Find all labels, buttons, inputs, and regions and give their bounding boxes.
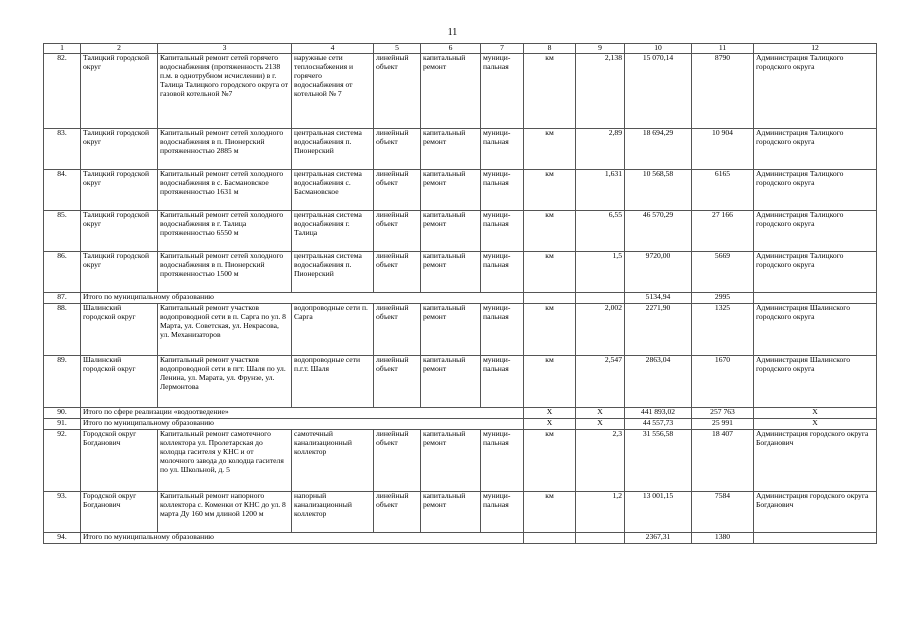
object-type-cell: линейный объект	[374, 252, 421, 293]
row-number-cell: 88.	[44, 304, 81, 356]
responsible-org-cell: Администрация городского округа Богданович	[754, 492, 877, 533]
object-type-cell: линейный объект	[374, 211, 421, 252]
row-number-cell: 89.	[44, 356, 81, 408]
unit-cell: км	[524, 211, 576, 252]
cost-cell: 44 557,73	[625, 419, 692, 430]
funding-cell: 6165	[692, 170, 754, 211]
cost-cell: 2271,90	[625, 304, 692, 356]
row-number-cell: 93.	[44, 492, 81, 533]
responsible-org-cell: Администрация Талицкого городского округа	[754, 211, 877, 252]
row-number-cell: 92.	[44, 430, 81, 492]
column-number-row	[44, 44, 877, 54]
object-cell: центральная система водоснабжения с. Басмановское	[292, 170, 374, 211]
cost-cell: 31 556,58	[625, 430, 692, 492]
work-type-cell: капитальный ремонт	[421, 430, 481, 492]
total-x-cell	[576, 533, 625, 544]
table-row	[44, 430, 877, 492]
row-number-cell: 90.	[44, 408, 81, 419]
municipality-cell: Талицкий городской округ	[81, 211, 158, 252]
funding-cell: 1380	[692, 533, 754, 544]
project-name-cell: Капитальный ремонт сетей холодного водоснабжения в п. Пионерский протяженностью 1500 м	[158, 252, 292, 293]
row-number-cell: 85.	[44, 211, 81, 252]
work-type-cell: капитальный ремонт	[421, 304, 481, 356]
unit-cell: км	[524, 252, 576, 293]
unit-cell: км	[524, 304, 576, 356]
responsible-org-cell: Администрация Талицкого городского округа	[754, 170, 877, 211]
project-name-cell: Капитальный ремонт участков водопроводной сети в пгт. Шаля по ул. Ленина, ул. Марата, ул. Фрунзе, ул. Лермонтова	[158, 356, 292, 408]
municipality-cell: Талицкий городской округ	[81, 129, 158, 170]
responsible-org-cell	[754, 533, 877, 544]
column-number-cell: 12	[754, 44, 877, 54]
work-type-cell: капитальный ремонт	[421, 54, 481, 129]
column-number-cell: 3	[158, 44, 292, 54]
column-number-cell: 5	[374, 44, 421, 54]
total-label-cell: Итого по сфере реализации «водоотведение»	[81, 408, 524, 419]
object-type-cell: линейный объект	[374, 129, 421, 170]
ownership-cell: муници-пальная	[481, 252, 524, 293]
column-number-cell: 6	[421, 44, 481, 54]
total-x-cell: X	[524, 408, 576, 419]
unit-cell: км	[524, 129, 576, 170]
column-number-cell: 11	[692, 44, 754, 54]
table-row	[44, 129, 877, 170]
row-number-cell: 91.	[44, 419, 81, 430]
unit-cell: км	[524, 492, 576, 533]
funding-cell: 1325	[692, 304, 754, 356]
row-number-cell: 83.	[44, 129, 81, 170]
funding-cell: 1670	[692, 356, 754, 408]
ownership-cell: муници-пальная	[481, 170, 524, 211]
table-row	[44, 170, 877, 211]
work-type-cell: капитальный ремонт	[421, 252, 481, 293]
ownership-cell: муници-пальная	[481, 129, 524, 170]
object-type-cell: линейный объект	[374, 430, 421, 492]
unit-cell: км	[524, 430, 576, 492]
responsible-org-cell: Администрация Шалинского городского округа	[754, 304, 877, 356]
work-type-cell: капитальный ремонт	[421, 211, 481, 252]
municipality-cell: Талицкий городской округ	[81, 54, 158, 129]
responsible-org-cell: X	[754, 419, 877, 430]
quantity-cell: 1,5	[576, 252, 625, 293]
project-name-cell: Капитальный ремонт сетей горячего водоснабжения (протяженность 2138 п.м. в однотрубном исчислении) в г. Талица Талицкого городского округа от газовой котельной №7	[158, 54, 292, 129]
quantity-cell: 6,55	[576, 211, 625, 252]
total-label-cell: Итого по муниципальному образованию	[81, 293, 524, 304]
object-cell: центральная система водоснабжения п. Пионерский	[292, 129, 374, 170]
quantity-cell: 2,89	[576, 129, 625, 170]
object-type-cell: линейный объект	[374, 170, 421, 211]
ownership-cell: муници-пальная	[481, 304, 524, 356]
cost-cell: 46 570,29	[625, 211, 692, 252]
object-cell: водопроводные сети п. Сарга	[292, 304, 374, 356]
total-x-cell: X	[524, 419, 576, 430]
unit-cell: км	[524, 356, 576, 408]
municipality-cell: Городской округ Богданович	[81, 492, 158, 533]
total-row	[44, 408, 877, 419]
column-number-cell: 4	[292, 44, 374, 54]
work-type-cell: капитальный ремонт	[421, 356, 481, 408]
responsible-org-cell: X	[754, 408, 877, 419]
project-name-cell: Капитальный ремонт сетей холодного водоснабжения в с. Басмановское протяженностью 1631 м	[158, 170, 292, 211]
object-type-cell: линейный объект	[374, 356, 421, 408]
responsible-org-cell	[754, 293, 877, 304]
work-type-cell: капитальный ремонт	[421, 129, 481, 170]
page-number: 11	[447, 27, 458, 38]
column-number-cell: 9	[576, 44, 625, 54]
funding-cell: 257 763	[692, 408, 754, 419]
municipality-cell: Шалинский городской округ	[81, 356, 158, 408]
quantity-cell: 2,138	[576, 54, 625, 129]
project-name-cell: Капитальный ремонт сетей холодного водоснабжения в п. Пионерский протяженностью 2885 м	[158, 129, 292, 170]
funding-cell: 18 407	[692, 430, 754, 492]
total-row	[44, 419, 877, 430]
ownership-cell: муници-пальная	[481, 430, 524, 492]
table-row	[44, 211, 877, 252]
work-type-cell: капитальный ремонт	[421, 492, 481, 533]
total-label-cell: Итого по муниципальному образованию	[81, 533, 524, 544]
funding-cell: 25 991	[692, 419, 754, 430]
ownership-cell: муници-пальная	[481, 211, 524, 252]
work-type-cell: капитальный ремонт	[421, 170, 481, 211]
table-row	[44, 304, 877, 356]
project-name-cell: Капитальный ремонт участков водопроводной сети в п. Сарга по ул. 8 Марта, ул. Советская, ул. Некрасова, ул. Механизаторов	[158, 304, 292, 356]
ownership-cell: муници-пальная	[481, 492, 524, 533]
object-cell: наружные сети теплоснабжения и горячего водоснабжения от котельной № 7	[292, 54, 374, 129]
table-row	[44, 356, 877, 408]
responsible-org-cell: Администрация городского округа Богданович	[754, 430, 877, 492]
cost-cell: 5134,94	[625, 293, 692, 304]
row-number-cell: 86.	[44, 252, 81, 293]
quantity-cell: 2,002	[576, 304, 625, 356]
object-type-cell: линейный объект	[374, 304, 421, 356]
municipality-cell: Талицкий городской округ	[81, 170, 158, 211]
quantity-cell: 2,3	[576, 430, 625, 492]
funding-cell: 5669	[692, 252, 754, 293]
column-number-cell: 7	[481, 44, 524, 54]
object-cell: напорный канализационный коллектор	[292, 492, 374, 533]
cost-cell: 15 070,14	[625, 54, 692, 129]
object-cell: центральная система водоснабжения г. Талица	[292, 211, 374, 252]
funding-cell: 8790	[692, 54, 754, 129]
table-body	[44, 44, 877, 544]
total-row	[44, 293, 877, 304]
project-name-cell: Капитальный ремонт сетей холодного водоснабжения в г. Талица протяженностью 6550 м	[158, 211, 292, 252]
municipality-cell: Городской округ Богданович	[81, 430, 158, 492]
total-x-cell: X	[576, 419, 625, 430]
unit-cell: км	[524, 54, 576, 129]
total-x-cell	[524, 293, 576, 304]
total-label-cell: Итого по муниципальному образованию	[81, 419, 524, 430]
municipality-cell: Шалинский городской округ	[81, 304, 158, 356]
total-x-cell: X	[576, 408, 625, 419]
object-cell: самотечный канализационный коллектор	[292, 430, 374, 492]
projects-table	[43, 43, 877, 544]
object-type-cell: линейный объект	[374, 54, 421, 129]
cost-cell: 441 893,02	[625, 408, 692, 419]
column-number-cell: 2	[81, 44, 158, 54]
funding-cell: 27 166	[692, 211, 754, 252]
ownership-cell: муници-пальная	[481, 356, 524, 408]
table-row	[44, 54, 877, 129]
municipality-cell: Талицкий городской округ	[81, 252, 158, 293]
column-number-cell: 8	[524, 44, 576, 54]
cost-cell: 2863,04	[625, 356, 692, 408]
project-name-cell: Капитальный ремонт напорного коллектора с. Коменки от КНС до ул. 8 марта Ду 160 мм длиной 1200 м	[158, 492, 292, 533]
ownership-cell: муници-пальная	[481, 54, 524, 129]
column-number-cell: 10	[625, 44, 692, 54]
cost-cell: 18 694,29	[625, 129, 692, 170]
object-cell: центральная система водоснабжения п. Пионерский	[292, 252, 374, 293]
quantity-cell: 2,547	[576, 356, 625, 408]
quantity-cell: 1,631	[576, 170, 625, 211]
object-cell: водопроводные сети п.г.т. Шаля	[292, 356, 374, 408]
total-x-cell	[524, 533, 576, 544]
cost-cell: 13 001,15	[625, 492, 692, 533]
funding-cell: 10 904	[692, 129, 754, 170]
row-number-cell: 94.	[44, 533, 81, 544]
row-number-cell: 82.	[44, 54, 81, 129]
responsible-org-cell: Администрация Талицкого городского округа	[754, 252, 877, 293]
responsible-org-cell: Администрация Талицкого городского округа	[754, 129, 877, 170]
responsible-org-cell: Администрация Шалинского городского округа	[754, 356, 877, 408]
quantity-cell: 1,2	[576, 492, 625, 533]
cost-cell: 2367,31	[625, 533, 692, 544]
cost-cell: 9720,00	[625, 252, 692, 293]
row-number-cell: 87.	[44, 293, 81, 304]
table-row	[44, 492, 877, 533]
project-name-cell: Капитальный ремонт самотечного коллектора ул. Пролетарская до колодца гасителя у КНС и от молочного завода до колодца гасителя по ул. Школьной, д. 5	[158, 430, 292, 492]
object-type-cell: линейный объект	[374, 492, 421, 533]
funding-cell: 7584	[692, 492, 754, 533]
total-row	[44, 533, 877, 544]
unit-cell: км	[524, 170, 576, 211]
column-number-cell: 1	[44, 44, 81, 54]
table-row	[44, 252, 877, 293]
responsible-org-cell: Администрация Талицкого городского округа	[754, 54, 877, 129]
cost-cell: 10 568,58	[625, 170, 692, 211]
funding-cell: 2995	[692, 293, 754, 304]
total-x-cell	[576, 293, 625, 304]
row-number-cell: 84.	[44, 170, 81, 211]
